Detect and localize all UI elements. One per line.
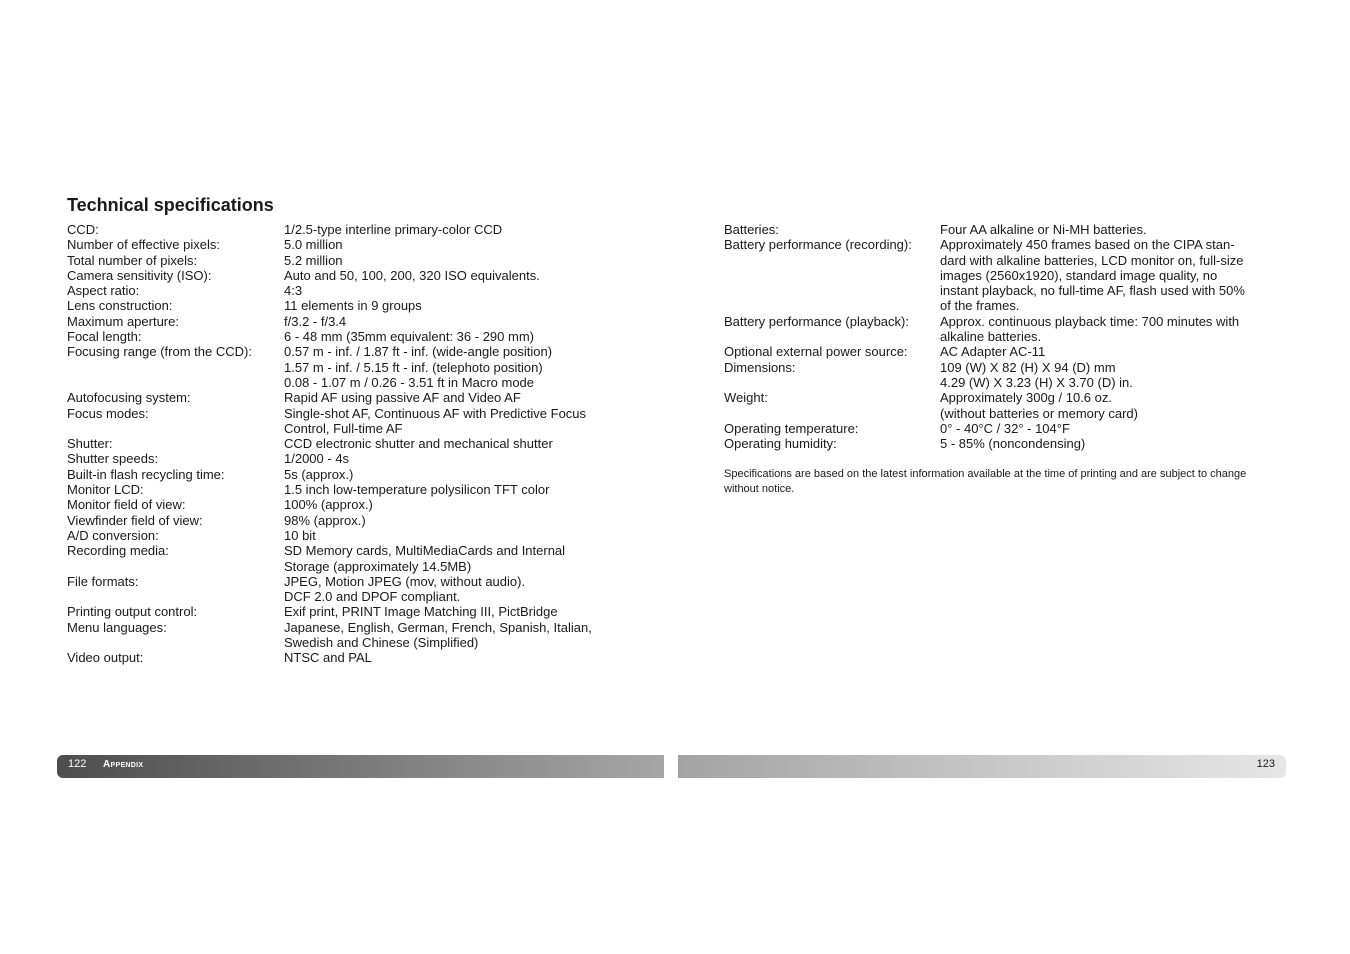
spec-value [284,528,627,543]
spec-row [67,222,627,237]
spec-value-line: 5 - 85% (noncondensing) [940,436,1086,452]
spec-value [284,574,627,605]
spec-label: Monitor LCD: [67,482,144,498]
spec-value [940,314,1280,345]
spec-value-line: 98% (approx.) [284,512,366,528]
spec-label: Focusing range (from the CCD): [67,344,252,360]
spec-value [284,222,627,237]
spec-table-right [724,222,1280,451]
spec-row [67,467,627,482]
spec-row [67,650,627,665]
page-number-left: 122 [68,758,87,770]
spec-value-line: Control, Full-time AF [284,420,403,436]
spec-row [724,222,1280,237]
spec-label: Battery performance (playback): [724,313,909,329]
spec-value-line: dard with alkaline batteries, LCD monitor on, full-size [940,252,1244,268]
spec-value-line: Swedish and Chinese (Simplified) [284,635,479,651]
spec-value [284,436,627,451]
spec-value-line: CCD electronic shutter and mechanical shutter [284,436,553,452]
spec-label: Batteries: [724,222,779,237]
spec-value-line: Four AA alkaline or Ni-MH batteries. [940,222,1147,237]
spec-value [284,620,627,651]
spec-label: Battery performance (recording): [724,237,912,253]
spec-row [724,237,1280,313]
spec-value [284,253,627,268]
spec-row [724,344,1280,359]
spec-row [67,283,627,298]
spec-value-line: Exif print, PRINT Image Matching III, PictBridge [284,604,558,620]
spec-row [67,620,627,651]
spec-value [284,406,627,437]
spec-label: Maximum aperture: [67,313,179,329]
spec-value-line: instant playback, no full-time AF, flash used with 50% [940,283,1245,299]
spec-value [284,344,627,390]
spec-value-line: Approximately 450 frames based on the CIPA stan- [940,237,1235,253]
spec-label: Focus modes: [67,405,149,421]
spec-value-line: 5s (approx.) [284,466,354,482]
spec-value-line: 0° - 40°C / 32° - 104°F [940,420,1070,436]
spec-value [284,467,627,482]
spec-value-line: 0.08 - 1.07 m / 0.26 - 3.51 ft in Macro mode [284,374,535,390]
spec-label: Shutter: [67,436,113,452]
spec-row [67,604,627,619]
spec-value [284,390,627,405]
footer-bar-left [57,755,664,778]
spec-row [67,314,627,329]
spec-value-line: alkaline batteries. [940,329,1042,345]
spec-value [284,314,627,329]
spec-label: Operating humidity: [724,436,837,452]
spec-value-line: 0.57 m - inf. / 1.87 ft - inf. (wide-angle position) [284,344,553,360]
spec-value [284,268,627,283]
spec-value-line: 6 - 48 mm (35mm equivalent: 36 - 290 mm) [284,329,534,345]
spec-value [284,298,627,313]
spec-label: Monitor field of view: [67,497,186,513]
spec-label: A/D conversion: [67,527,159,543]
spec-value [284,650,627,665]
spec-label: Optional external power source: [724,344,908,360]
spec-label: File formats: [67,573,139,589]
spec-label: Camera sensitivity (ISO): [67,267,212,283]
spec-label: Dimensions: [724,359,796,375]
spec-value [284,604,627,619]
page-number-right: 123 [1256,758,1275,770]
spec-value-line: 10 bit [284,527,316,543]
spec-value-line: 4:3 [284,283,303,299]
spec-value [284,237,627,252]
spec-value-line: Approximately 300g / 10.6 oz. [940,390,1112,406]
spec-label: Aspect ratio: [67,283,140,299]
spec-value [284,329,627,344]
spec-value [284,283,627,298]
spec-label: Autofocusing system: [67,390,191,406]
spec-value-line: 5.0 million [284,237,343,253]
spec-value-line: of the frames. [940,298,1020,314]
spec-value [284,482,627,497]
spec-row [67,329,627,344]
spec-value-line: SD Memory cards, MultiMediaCards and Internal [284,543,566,559]
spec-label: Total number of pixels: [67,252,198,268]
spec-value-line: Japanese, English, German, French, Spanish, Italian, [284,619,592,635]
spec-row [67,298,627,313]
spec-row [67,574,627,605]
spec-row [67,390,627,405]
spec-row [67,482,627,497]
spec-table-left [67,222,627,666]
spec-value [940,421,1280,436]
spec-row [67,497,627,512]
spec-row [67,436,627,451]
spec-label: Menu languages: [67,619,167,635]
spec-row [67,513,627,528]
spec-label: Shutter speeds: [67,451,159,467]
spec-row [67,406,627,437]
spec-value-line: 1.57 m - inf. / 5.15 ft - inf. (telephoto position) [284,359,543,375]
spec-value-line: 1.5 inch low-temperature polysilicon TFT color [284,482,550,498]
spec-row [67,528,627,543]
spec-value-line: 11 elements in 9 groups [284,298,422,314]
spec-value-line: 4.29 (W) X 3.23 (H) X 3.70 (D) in. [940,374,1133,390]
spec-value-line: 1/2.5-type interline primary-color CCD [284,222,503,237]
spec-value-line: 1/2000 - 4s [284,451,350,467]
section-name: Appendix [103,759,144,770]
spec-label: Weight: [724,390,768,406]
spec-row [67,268,627,283]
spec-value [940,436,1280,451]
spec-value-line: 5.2 million [284,252,343,268]
spec-value [284,513,627,528]
spec-value [940,360,1280,391]
spec-value-line: NTSC and PAL [284,650,372,666]
spec-row [724,314,1280,345]
spec-value [284,497,627,512]
spec-value-line: 100% (approx.) [284,497,373,513]
spec-label: Focal length: [67,329,142,345]
spec-value-line: JPEG, Motion JPEG (mov, without audio). [284,573,526,589]
spec-row [67,344,627,390]
spec-value [940,344,1280,359]
spec-value-line: Auto and 50, 100, 200, 320 ISO equivalents. [284,267,540,283]
spec-label: Number of effective pixels: [67,237,220,253]
spec-value-line: Rapid AF using passive AF and Video AF [284,390,521,406]
spec-value [940,222,1280,237]
spec-label: Recording media: [67,543,169,559]
spec-label: Built-in flash recycling time: [67,466,225,482]
page-title: Technical specifications [67,195,274,215]
spec-value-line: Single-shot AF, Continuous AF with Predictive Focus [284,405,587,421]
spec-value [284,543,627,574]
spec-row [67,237,627,252]
disclaimer-note: Specifications are based on the latest information available at the time of printing and are subject to change without notice. [724,468,1247,496]
spec-label: CCD: [67,222,99,237]
spec-label: Printing output control: [67,604,198,620]
spec-row [67,543,627,574]
spec-value-line: f/3.2 - f/3.4 [284,313,347,329]
spec-label: Video output: [67,650,144,666]
spec-row [724,436,1280,451]
spec-row [724,390,1280,421]
spec-value-line: DCF 2.0 and DPOF compliant. [284,589,461,605]
spec-row [67,451,627,466]
spec-label: Operating temperature: [724,420,859,436]
spec-value-line: Storage (approximately 14.5MB) [284,558,472,574]
spec-label: Lens construction: [67,298,173,314]
spec-value-line: Approx. continuous playback time: 700 minutes with [940,313,1240,329]
spec-value-line: 109 (W) X 82 (H) X 94 (D) mm [940,359,1116,375]
footer-bar-right [678,755,1286,778]
spec-row [724,421,1280,436]
spec-value [940,237,1280,313]
spec-value-line: AC Adapter AC-11 [940,344,1046,360]
spec-value [284,451,627,466]
spec-row [67,253,627,268]
spec-label: Viewfinder field of view: [67,512,203,528]
spec-row [724,360,1280,391]
spec-value [940,390,1280,421]
spec-value-line: (without batteries or memory card) [940,405,1138,421]
spec-value-line: images (2560x1920), standard image quality, no [940,267,1218,283]
